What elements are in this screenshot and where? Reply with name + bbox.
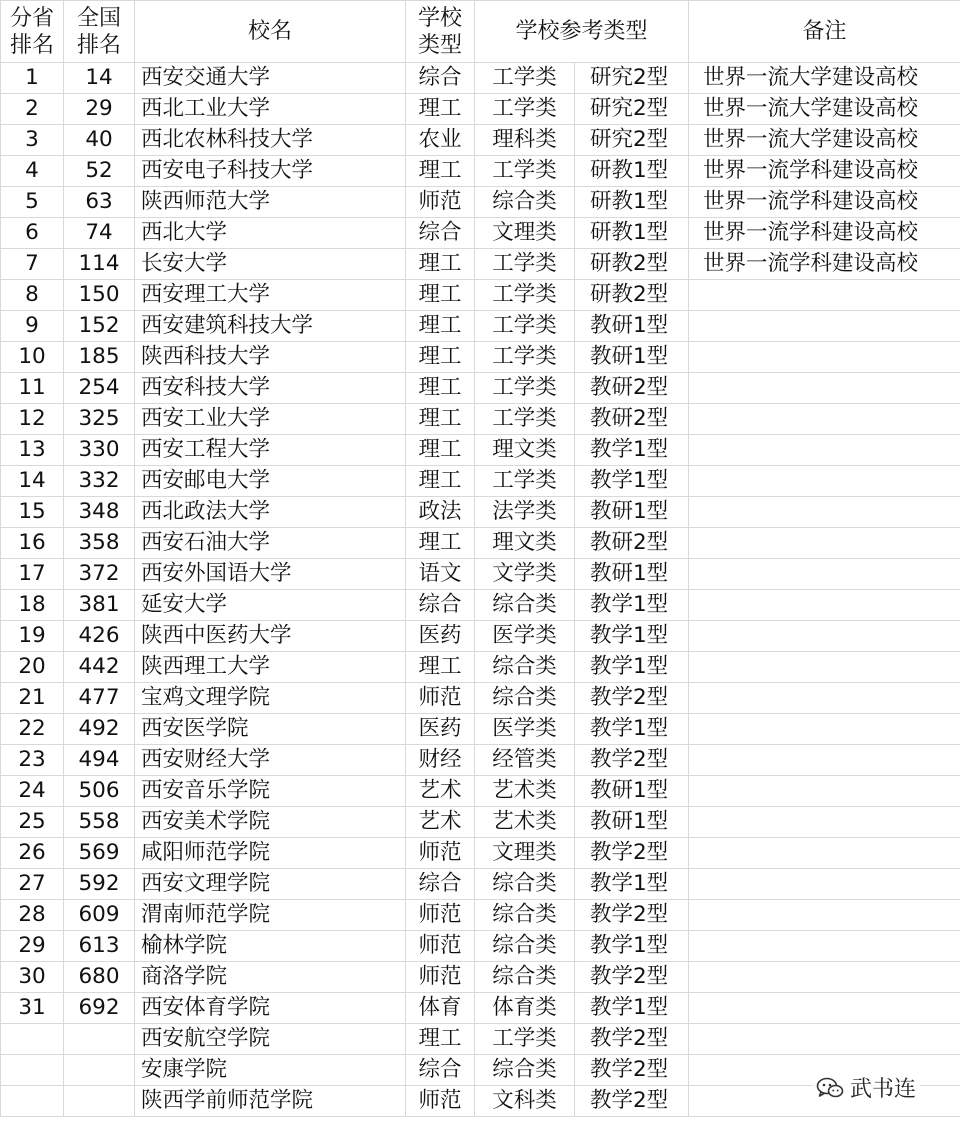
school-type-cell: 理工 [406,373,475,404]
school-type-cell: 综合 [406,218,475,249]
school-name-cell: 西安交通大学 [135,63,406,94]
notes-cell [689,838,960,869]
notes-cell [689,807,960,838]
header-school-name: 校名 [135,1,406,63]
table-row [1,776,960,807]
notes-cell [689,528,960,559]
national-rank-cell: 254 [64,373,135,404]
province-rank-cell: 14 [1,466,64,497]
province-rank-cell: 9 [1,311,64,342]
school-name-cell: 西北农林科技大学 [135,125,406,156]
reference-level-cell: 研究2型 [575,125,689,156]
reference-category-cell: 工学类 [475,342,575,373]
table-row [1,218,960,249]
national-rank-cell: 325 [64,404,135,435]
national-rank-cell: 29 [64,94,135,125]
notes-cell [689,745,960,776]
reference-category-cell: 文理类 [475,838,575,869]
school-type-cell: 艺术 [406,807,475,838]
province-rank-cell: 12 [1,404,64,435]
school-type-cell: 理工 [406,652,475,683]
school-type-cell: 语文 [406,559,475,590]
province-rank-cell: 21 [1,683,64,714]
table-row [1,528,960,559]
reference-level-cell: 教学2型 [575,745,689,776]
school-type-cell: 理工 [406,404,475,435]
school-name-cell: 宝鸡文理学院 [135,683,406,714]
reference-level-cell: 教学2型 [575,900,689,931]
reference-category-cell: 工学类 [475,1024,575,1055]
notes-cell [689,590,960,621]
reference-category-cell: 综合类 [475,931,575,962]
notes-cell [689,931,960,962]
national-rank-cell [64,1086,135,1117]
national-rank-cell: 114 [64,249,135,280]
school-type-cell: 师范 [406,931,475,962]
reference-level-cell: 教学2型 [575,683,689,714]
school-name-cell: 西安理工大学 [135,280,406,311]
province-rank-cell: 30 [1,962,64,993]
school-type-cell: 综合 [406,63,475,94]
school-type-cell: 师范 [406,187,475,218]
notes-cell [689,900,960,931]
school-name-cell: 陕西理工大学 [135,652,406,683]
reference-category-cell: 理文类 [475,435,575,466]
province-rank-cell: 15 [1,497,64,528]
province-rank-cell: 16 [1,528,64,559]
school-name-cell: 西安科技大学 [135,373,406,404]
header-notes: 备注 [689,1,960,63]
reference-level-cell: 教学1型 [575,869,689,900]
reference-category-cell: 综合类 [475,900,575,931]
national-rank-cell: 442 [64,652,135,683]
reference-level-cell: 研教2型 [575,249,689,280]
reference-category-cell: 综合类 [475,683,575,714]
reference-level-cell: 研究2型 [575,94,689,125]
notes-cell [689,714,960,745]
national-rank-cell: 613 [64,931,135,962]
province-rank-cell: 24 [1,776,64,807]
school-name-cell: 西北政法大学 [135,497,406,528]
school-name-cell: 西安美术学院 [135,807,406,838]
reference-level-cell: 教研1型 [575,559,689,590]
reference-category-cell: 工学类 [475,63,575,94]
notes-cell: 世界一流学科建设高校 [689,156,960,187]
reference-category-cell: 艺术类 [475,807,575,838]
reference-category-cell: 工学类 [475,404,575,435]
reference-level-cell: 教学2型 [575,962,689,993]
school-type-cell: 医药 [406,714,475,745]
reference-level-cell: 教学1型 [575,714,689,745]
school-name-cell: 商洛学院 [135,962,406,993]
table-row [1,249,960,280]
header-row [1,1,960,63]
table-row [1,94,960,125]
province-rank-cell [1,1024,64,1055]
notes-cell [689,373,960,404]
notes-cell: 世界一流学科建设高校 [689,249,960,280]
reference-category-cell: 经管类 [475,745,575,776]
reference-category-cell: 综合类 [475,187,575,218]
notes-cell [689,311,960,342]
reference-category-cell: 医学类 [475,621,575,652]
reference-category-cell: 工学类 [475,280,575,311]
reference-level-cell: 研教1型 [575,156,689,187]
watermark-text: 武书连 [850,1077,917,1102]
school-name-cell: 西安石油大学 [135,528,406,559]
province-rank-cell: 19 [1,621,64,652]
school-name-cell: 陕西中医药大学 [135,621,406,652]
notes-cell: 世界一流学科建设高校 [689,187,960,218]
school-name-cell: 西安音乐学院 [135,776,406,807]
school-type-cell: 师范 [406,962,475,993]
reference-category-cell: 综合类 [475,1055,575,1086]
school-type-cell: 理工 [406,1024,475,1055]
school-name-cell: 西安电子科技大学 [135,156,406,187]
reference-category-cell: 综合类 [475,869,575,900]
reference-category-cell: 工学类 [475,466,575,497]
school-name-cell: 咸阳师范学院 [135,838,406,869]
reference-level-cell: 教研1型 [575,776,689,807]
province-rank-cell: 8 [1,280,64,311]
reference-category-cell: 理科类 [475,125,575,156]
reference-level-cell: 教研1型 [575,311,689,342]
reference-level-cell: 教学1型 [575,931,689,962]
reference-category-cell: 综合类 [475,652,575,683]
national-rank-cell: 609 [64,900,135,931]
province-rank-cell: 20 [1,652,64,683]
reference-category-cell: 工学类 [475,311,575,342]
school-type-cell: 综合 [406,590,475,621]
reference-level-cell: 研教2型 [575,280,689,311]
national-rank-cell: 558 [64,807,135,838]
reference-level-cell: 教学2型 [575,838,689,869]
national-rank-cell: 40 [64,125,135,156]
header-national-rank: 全国 排名 [64,1,135,63]
school-name-cell: 西北工业大学 [135,94,406,125]
table-row [1,497,960,528]
reference-category-cell: 医学类 [475,714,575,745]
school-type-cell: 理工 [406,311,475,342]
reference-level-cell: 教学1型 [575,466,689,497]
school-name-cell: 西安工程大学 [135,435,406,466]
school-type-cell: 综合 [406,1055,475,1086]
school-type-cell: 体育 [406,993,475,1024]
reference-category-cell: 艺术类 [475,776,575,807]
national-rank-cell: 381 [64,590,135,621]
school-type-cell: 师范 [406,683,475,714]
national-rank-cell: 426 [64,621,135,652]
notes-cell [689,869,960,900]
reference-category-cell: 理文类 [475,528,575,559]
school-type-cell: 师范 [406,838,475,869]
school-type-cell: 理工 [406,156,475,187]
province-rank-cell: 7 [1,249,64,280]
school-name-cell: 渭南师范学院 [135,900,406,931]
reference-level-cell: 研究2型 [575,63,689,94]
school-name-cell: 西安航空学院 [135,1024,406,1055]
national-rank-cell: 330 [64,435,135,466]
notes-cell [689,497,960,528]
national-rank-cell: 492 [64,714,135,745]
national-rank-cell: 692 [64,993,135,1024]
school-name-cell: 西安工业大学 [135,404,406,435]
table-row [1,745,960,776]
national-rank-cell: 185 [64,342,135,373]
national-rank-cell: 14 [64,63,135,94]
province-rank-cell: 25 [1,807,64,838]
school-type-cell: 理工 [406,249,475,280]
school-name-cell: 西北大学 [135,218,406,249]
province-rank-cell: 31 [1,993,64,1024]
table-row [1,435,960,466]
reference-level-cell: 教研1型 [575,342,689,373]
school-type-cell: 理工 [406,94,475,125]
national-rank-cell: 477 [64,683,135,714]
reference-level-cell: 教研2型 [575,373,689,404]
table-row [1,373,960,404]
national-rank-cell: 592 [64,869,135,900]
notes-cell [689,280,960,311]
province-rank-cell: 23 [1,745,64,776]
table-row [1,311,960,342]
province-rank-cell: 3 [1,125,64,156]
reference-category-cell: 工学类 [475,373,575,404]
national-rank-cell: 680 [64,962,135,993]
province-rank-cell: 4 [1,156,64,187]
province-rank-cell: 1 [1,63,64,94]
notes-cell: 世界一流学科建设高校 [689,218,960,249]
table-body [1,63,960,1117]
national-rank-cell: 569 [64,838,135,869]
school-type-cell: 综合 [406,869,475,900]
school-name-cell: 陕西学前师范学院 [135,1086,406,1117]
notes-cell [689,466,960,497]
school-name-cell: 西安财经大学 [135,745,406,776]
national-rank-cell: 52 [64,156,135,187]
school-type-cell: 理工 [406,342,475,373]
national-rank-cell: 494 [64,745,135,776]
province-rank-cell: 27 [1,869,64,900]
reference-category-cell: 体育类 [475,993,575,1024]
national-rank-cell: 332 [64,466,135,497]
header-school-type: 学校 类型 [406,1,475,63]
table-row [1,962,960,993]
table-row [1,342,960,373]
reference-level-cell: 教学2型 [575,1055,689,1086]
notes-cell [689,962,960,993]
reference-category-cell: 工学类 [475,156,575,187]
notes-cell [689,683,960,714]
reference-level-cell: 教学1型 [575,590,689,621]
national-rank-cell: 348 [64,497,135,528]
school-type-cell: 理工 [406,528,475,559]
notes-cell [689,621,960,652]
table-row [1,993,960,1024]
reference-level-cell: 研教1型 [575,218,689,249]
reference-level-cell: 教学1型 [575,435,689,466]
watermark [812,1070,920,1105]
reference-category-cell: 工学类 [475,94,575,125]
reference-category-cell: 文学类 [475,559,575,590]
reference-category-cell: 综合类 [475,962,575,993]
table-row [1,466,960,497]
province-rank-cell: 11 [1,373,64,404]
school-name-cell: 陕西师范大学 [135,187,406,218]
reference-level-cell: 教研1型 [575,497,689,528]
table-row [1,125,960,156]
school-name-cell: 西安外国语大学 [135,559,406,590]
header-province-rank: 分省 排名 [1,1,64,63]
province-rank-cell: 10 [1,342,64,373]
reference-category-cell: 文理类 [475,218,575,249]
table-row [1,621,960,652]
province-rank-cell: 17 [1,559,64,590]
notes-cell: 世界一流大学建设高校 [689,125,960,156]
table-row [1,683,960,714]
school-name-cell: 西安邮电大学 [135,466,406,497]
table-header [1,1,960,63]
province-rank-cell [1,1086,64,1117]
reference-level-cell: 教学2型 [575,1086,689,1117]
school-name-cell: 西安医学院 [135,714,406,745]
reference-category-cell: 法学类 [475,497,575,528]
province-rank-cell: 2 [1,94,64,125]
national-rank-cell [64,1024,135,1055]
school-type-cell: 理工 [406,280,475,311]
province-rank-cell: 29 [1,931,64,962]
notes-cell [689,404,960,435]
national-rank-cell: 150 [64,280,135,311]
reference-level-cell: 研教1型 [575,187,689,218]
province-rank-cell: 18 [1,590,64,621]
notes-cell [689,652,960,683]
national-rank-cell: 372 [64,559,135,590]
table-row [1,63,960,94]
notes-cell [689,435,960,466]
school-type-cell: 农业 [406,125,475,156]
reference-level-cell: 教学2型 [575,1024,689,1055]
school-type-cell: 医药 [406,621,475,652]
province-rank-cell: 26 [1,838,64,869]
school-type-cell: 财经 [406,745,475,776]
reference-level-cell: 教研2型 [575,528,689,559]
reference-category-cell: 文科类 [475,1086,575,1117]
school-type-cell: 理工 [406,435,475,466]
national-rank-cell: 63 [64,187,135,218]
reference-level-cell: 教研1型 [575,807,689,838]
table-row [1,559,960,590]
table-row [1,714,960,745]
school-name-cell: 延安大学 [135,590,406,621]
national-rank-cell: 152 [64,311,135,342]
province-rank-cell: 5 [1,187,64,218]
reference-level-cell: 教研2型 [575,404,689,435]
school-type-cell: 师范 [406,1086,475,1117]
school-name-cell: 西安文理学院 [135,869,406,900]
reference-level-cell: 教学1型 [575,621,689,652]
school-name-cell: 长安大学 [135,249,406,280]
table-row [1,838,960,869]
table-row [1,807,960,838]
table-row [1,156,960,187]
province-rank-cell: 22 [1,714,64,745]
school-type-cell: 师范 [406,900,475,931]
table-row [1,869,960,900]
school-type-cell: 理工 [406,466,475,497]
notes-cell [689,1024,960,1055]
school-name-cell: 榆林学院 [135,931,406,962]
notes-cell [689,342,960,373]
notes-cell: 世界一流大学建设高校 [689,94,960,125]
notes-cell [689,993,960,1024]
school-type-cell: 政法 [406,497,475,528]
header-reference-type: 学校参考类型 [475,1,689,63]
table-row [1,900,960,931]
national-rank-cell: 506 [64,776,135,807]
reference-category-cell: 工学类 [475,249,575,280]
national-rank-cell: 74 [64,218,135,249]
school-type-cell: 艺术 [406,776,475,807]
school-name-cell: 安康学院 [135,1055,406,1086]
province-rank-cell [1,1055,64,1086]
notes-cell [689,559,960,590]
province-rank-cell: 13 [1,435,64,466]
school-name-cell: 陕西科技大学 [135,342,406,373]
notes-cell: 世界一流大学建设高校 [689,63,960,94]
school-name-cell: 西安体育学院 [135,993,406,1024]
national-rank-cell: 358 [64,528,135,559]
table-row [1,280,960,311]
table-row [1,652,960,683]
table-row [1,931,960,962]
notes-cell [689,776,960,807]
reference-level-cell: 教学1型 [575,652,689,683]
reference-level-cell: 教学1型 [575,993,689,1024]
wechat-icon [816,1076,844,1100]
table-row [1,187,960,218]
school-name-cell: 西安建筑科技大学 [135,311,406,342]
table-row [1,404,960,435]
reference-category-cell: 综合类 [475,590,575,621]
table-row [1,590,960,621]
province-rank-cell: 6 [1,218,64,249]
national-rank-cell [64,1055,135,1086]
province-rank-cell: 28 [1,900,64,931]
table-row [1,1024,960,1055]
